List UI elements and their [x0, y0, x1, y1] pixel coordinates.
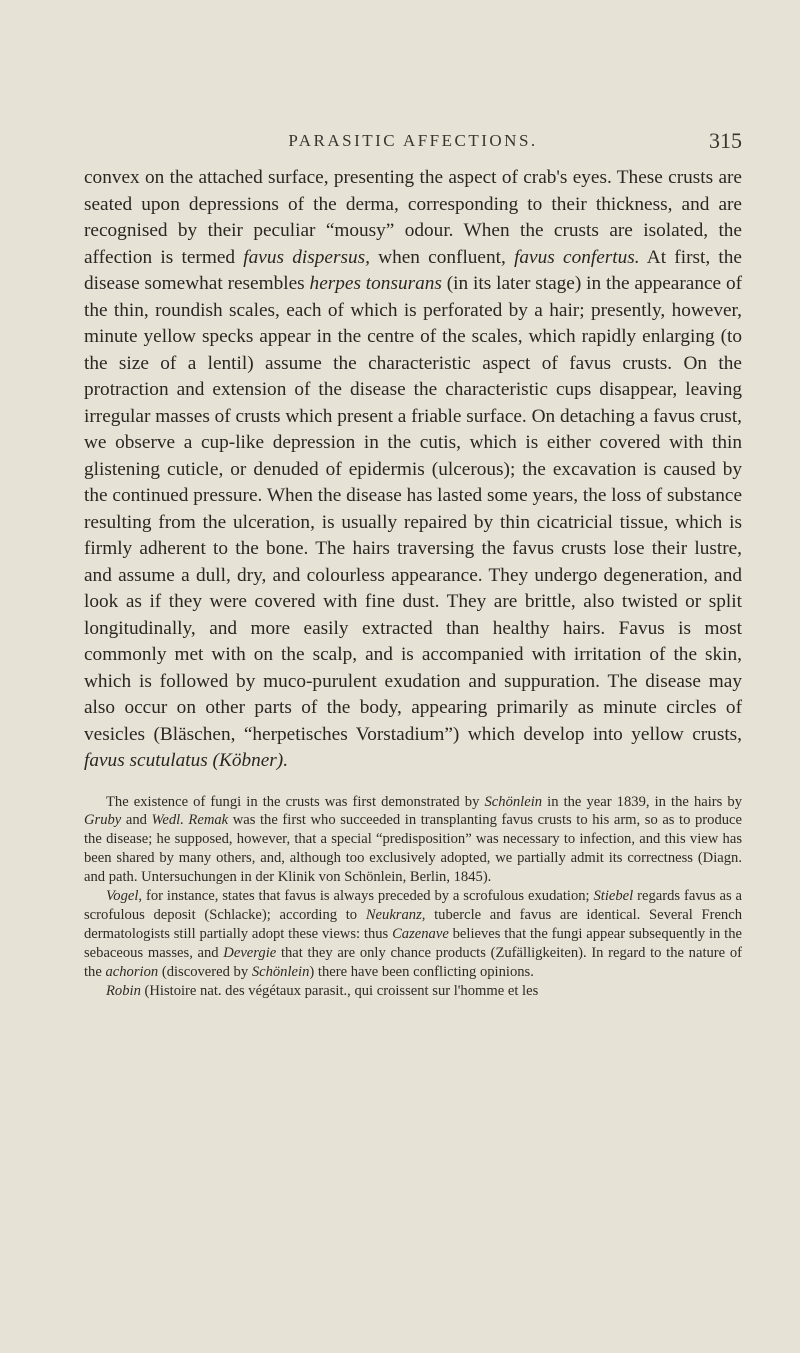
running-head-title: PARASITIC AFFECTIONS.: [288, 131, 538, 150]
note-name: Vogel,: [106, 888, 143, 905]
note-text: The existence of fungi in the crusts was first demonstrated by: [106, 793, 485, 810]
note-name: Cazenave: [392, 925, 449, 942]
text-run: (in its later stage) in the appearance of the thin, roundish scales, each of which is perforated by a hair; presently, however, minute yellow specks appear in the centre of the scales, which rapidly enlarging (to the size of a lentil) assume the characteristic aspect of favus crusts. On the protraction and extension of the disease the characteristic cups disappear, leaving irregular masses of crusts which present a friable surface. On detaching a favus crust, we observe a cup-like depression in the cutis, which is either covered with thin glistening cuticle, or denuded of epidermis (ulcerous); the excavation is caused by the continued pressure. When the disease has lasted some years, the loss of substance resulting from the ulceration, is usually repaired by thin cicatricial tissue, which is firmly adherent to the bone. The hairs traversing the favus crusts lose their lustre, and assume a dull, dry, and colourless appearance. They undergo degeneration, and look as if they were covered with fine dust. They are brittle, also twisted or split longitudinally, and more easily extracted than healthy hairs. Favus is most commonly met with on the scalp, and is accompanied with irritation of the skin, which is followed by muco-purulent exudation and suppuration. The disease may also occur on other parts of the body, appearing primarily as minute circles of vesicles (Bläschen, “herpetisches Vorstadium”) which develop into yellow crusts,: [84, 273, 743, 745]
text-run: when confluent,: [369, 246, 515, 268]
footnotes: [84, 793, 742, 1001]
term-favus-dispersus: favus dispersus,: [243, 246, 370, 268]
note-name: Robin: [106, 982, 141, 999]
page-number: 315: [709, 128, 742, 153]
note-name: Devergie: [223, 944, 277, 961]
note-text: believes that the fungi appear subsequently in the sebaceous masses, and: [84, 925, 742, 961]
term-herpes-tonsurans: herpes tonsurans: [309, 273, 442, 294]
note-name: Schönlein: [251, 963, 310, 980]
footnote-paragraph: [84, 793, 742, 888]
note-text: in the year 1839, in the hairs by: [542, 793, 742, 810]
footnote-paragraph: [84, 887, 742, 982]
text-run: convex on the attached surface, presenting the aspect of crab's eyes. These crusts are seated upon depressions of the derma, corresponding to their thickness, and are recognised by their peculiar “mousy” odour. When the crusts are isolated, the affection is termed: [84, 167, 742, 268]
note-text: regards favus as a scrofulous deposit (Schlacke); according to: [84, 888, 742, 923]
note-text: that they are only chance products (Zufälligkeiten). In regard to the nature of the: [84, 944, 742, 980]
note-name: Neukranz,: [365, 906, 426, 923]
main-text: [84, 165, 742, 775]
note-name: Gruby: [84, 812, 122, 829]
note-text: was the first who succeeded in transplanting favus crusts to his arm, so as to produce the disease; he supposed, however, that a special “predisposition” was necessary to infection, and this view has been shared by many others, and, although too exclusively adopted, we partially admit its correctness (Diagn. and path. Untersuchungen in der Klinik von Schönlein, Berlin, 1845).: [84, 812, 742, 886]
note-name: Wedl. Remak: [151, 812, 229, 829]
text-run: At first, the disease somewhat resembles: [84, 246, 742, 294]
note-name: achorion: [105, 963, 159, 980]
note-text: ) there have been conflicting opinions.: [309, 963, 534, 980]
note-text: (discovered by: [158, 963, 252, 980]
term-favus-confertus: favus confertus.: [514, 246, 640, 268]
note-name: Stiebel: [593, 888, 634, 905]
footnote-paragraph: [84, 982, 742, 1001]
running-head: [84, 0, 742, 165]
note-text: and: [121, 812, 152, 829]
term-favus-scutulatus: favus scutulatus (Köbner).: [84, 750, 289, 771]
main-paragraph: [84, 165, 742, 775]
note-text: (Histoire nat. des végétaux parasit., qui croissent sur l'homme et les: [140, 982, 539, 999]
note-text: for instance, states that favus is always preceded by a scrofulous exudation;: [142, 888, 594, 905]
note-name: Schönlein: [484, 793, 543, 810]
note-text: tubercle and favus are identical. Several French dermatologists still partially adopt these views: thus: [84, 906, 742, 942]
